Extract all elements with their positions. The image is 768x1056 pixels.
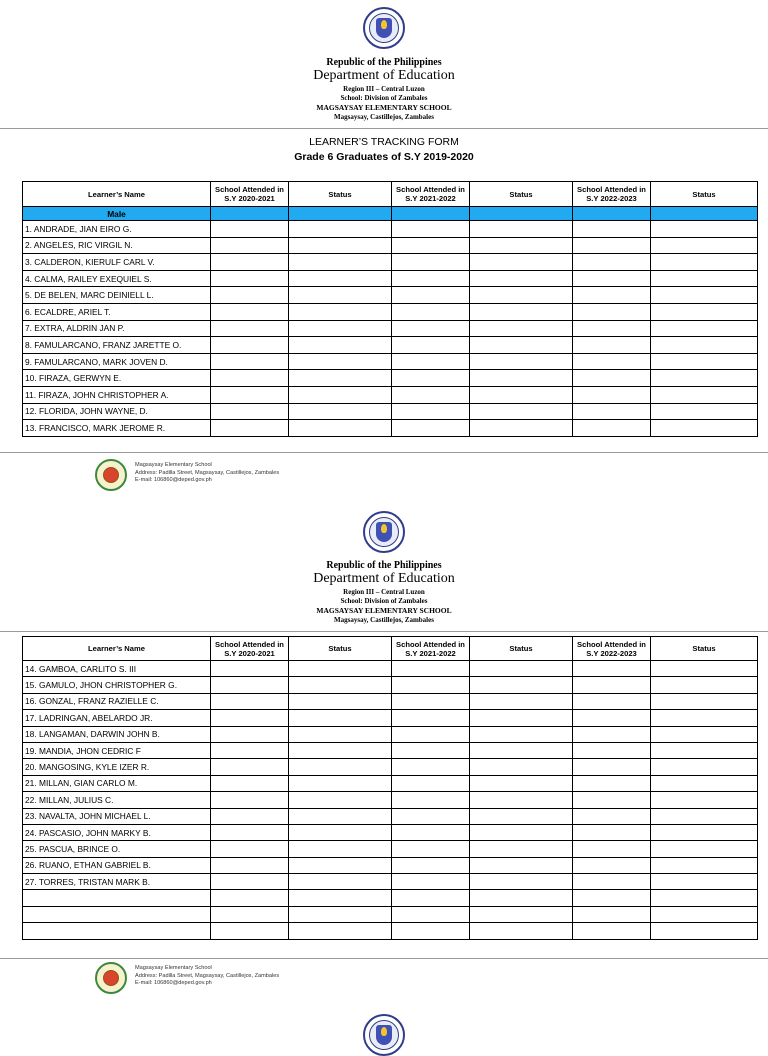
status-cell[interactable] (470, 353, 573, 370)
school-attended-cell[interactable] (573, 906, 651, 922)
status-cell[interactable] (651, 693, 758, 709)
status-cell[interactable] (470, 420, 573, 437)
header-school: MAGSAYSAY ELEMENTARY SCHOOL (316, 606, 452, 615)
status-cell[interactable] (651, 841, 758, 857)
school-attended-cell[interactable] (573, 303, 651, 320)
status-cell[interactable] (289, 254, 392, 271)
learner-name-cell: 20. MANGOSING, KYLE IZER R. (23, 759, 211, 775)
school-attended-cell[interactable] (211, 221, 289, 238)
table-row (23, 824, 758, 840)
status-cell[interactable] (651, 403, 758, 420)
status-cell[interactable] (470, 254, 573, 271)
school-attended-cell[interactable] (392, 890, 470, 906)
school-attended-cell[interactable] (573, 337, 651, 354)
status-cell[interactable] (651, 287, 758, 304)
table-row (23, 792, 758, 808)
tracking-table-page2 (22, 636, 758, 940)
status-cell[interactable] (289, 337, 392, 354)
school-attended-cell[interactable] (211, 403, 289, 420)
learner-name-cell: 3. CALDERON, KIERULF CARL V. (23, 254, 211, 271)
school-logo-icon (95, 459, 127, 491)
status-cell[interactable] (651, 661, 758, 677)
status-cell[interactable] (470, 403, 573, 420)
status-cell[interactable] (470, 726, 573, 742)
learner-name-cell (23, 906, 211, 922)
table-row (23, 857, 758, 873)
learner-name-cell: 6. ECALDRE, ARIEL T. (23, 303, 211, 320)
status-cell[interactable] (289, 775, 392, 791)
header-region: Region III – Central Luzon (343, 85, 425, 93)
school-attended-cell[interactable] (392, 270, 470, 287)
school-attended-cell[interactable] (392, 661, 470, 677)
table-row (23, 303, 758, 320)
header-divider (0, 128, 768, 129)
school-attended-cell[interactable] (392, 677, 470, 693)
learner-name-cell: 2. ANGELES, RIC VIRGIL N. (23, 237, 211, 254)
learner-name-cell: 4. CALMA, RAILEY EXEQUIEL S. (23, 270, 211, 287)
status-cell[interactable] (470, 303, 573, 320)
table-row (23, 710, 758, 726)
status-cell[interactable] (289, 386, 392, 403)
footer-address: Address: Padilla Street, Magsaysay, Castillejos, Zambales (135, 469, 280, 476)
school-attended-cell[interactable] (211, 370, 289, 387)
learner-name-cell: 21. MILLAN, GIAN CARLO M. (23, 775, 211, 791)
status-cell[interactable] (289, 874, 392, 890)
form-subtitle: Grade 6 Graduates of S.Y 2019-2020 (294, 151, 474, 163)
status-cell[interactable] (470, 874, 573, 890)
school-attended-cell[interactable] (573, 759, 651, 775)
school-attended-cell[interactable] (573, 726, 651, 742)
status-cell[interactable] (289, 890, 392, 906)
school-attended-cell[interactable] (392, 906, 470, 922)
status-cell[interactable] (289, 792, 392, 808)
school-attended-cell[interactable] (392, 742, 470, 758)
school-attended-cell[interactable] (573, 742, 651, 758)
status-cell[interactable] (651, 237, 758, 254)
status-cell[interactable] (470, 677, 573, 693)
school-attended-cell[interactable] (573, 824, 651, 840)
learner-name-cell: 23. NAVALTA, JOHN MICHAEL L. (23, 808, 211, 824)
table-row (23, 270, 758, 287)
status-cell[interactable] (651, 824, 758, 840)
table-row (23, 726, 758, 742)
table-row (23, 353, 758, 370)
status-cell[interactable] (289, 693, 392, 709)
table-row (23, 386, 758, 403)
status-cell[interactable] (289, 661, 392, 677)
col-header: School Attended in S.Y 2021-2022 (392, 637, 470, 661)
status-cell[interactable] (651, 303, 758, 320)
table-row (23, 759, 758, 775)
learner-name-cell: 19. MANDIA, JHON CEDRIC F (23, 742, 211, 758)
col-header: Status (651, 182, 758, 207)
school-attended-cell[interactable] (211, 677, 289, 693)
status-cell[interactable] (651, 808, 758, 824)
header-school: MAGSAYSAY ELEMENTARY SCHOOL (316, 103, 452, 112)
school-attended-cell[interactable] (573, 808, 651, 824)
school-attended-cell[interactable] (392, 370, 470, 387)
school-attended-cell[interactable] (211, 792, 289, 808)
header-department: Department of Education (313, 571, 455, 586)
school-attended-cell[interactable] (211, 742, 289, 758)
school-attended-cell[interactable] (573, 287, 651, 304)
school-attended-cell[interactable] (573, 320, 651, 337)
school-attended-cell[interactable] (573, 775, 651, 791)
table-header-row (23, 182, 758, 207)
school-attended-cell[interactable] (211, 337, 289, 354)
table-row (23, 906, 758, 922)
status-cell[interactable] (470, 857, 573, 873)
status-cell[interactable] (651, 857, 758, 873)
status-cell[interactable] (470, 775, 573, 791)
school-attended-cell[interactable] (211, 661, 289, 677)
school-attended-cell[interactable] (573, 403, 651, 420)
header-republic: Republic of the Philippines (326, 560, 442, 571)
table-row (23, 337, 758, 354)
status-cell[interactable] (289, 270, 392, 287)
status-cell[interactable] (651, 906, 758, 922)
school-attended-cell[interactable] (392, 808, 470, 824)
school-attended-cell[interactable] (211, 726, 289, 742)
section-row-male (23, 207, 758, 221)
school-attended-cell[interactable] (573, 693, 651, 709)
learner-name-cell: 13. FRANCISCO, MARK JEROME R. (23, 420, 211, 437)
col-header: Status (289, 182, 392, 207)
status-cell[interactable] (289, 923, 392, 939)
status-cell[interactable] (470, 661, 573, 677)
deped-seal-icon (363, 511, 405, 553)
learner-name-cell: 27. TORRES, TRISTAN MARK B. (23, 874, 211, 890)
school-attended-cell[interactable] (392, 726, 470, 742)
table-row (23, 661, 758, 677)
footer-school: Magsaysay Elementary School (135, 965, 212, 971)
status-cell[interactable] (289, 287, 392, 304)
school-attended-cell[interactable] (211, 303, 289, 320)
school-attended-cell[interactable] (392, 841, 470, 857)
school-attended-cell[interactable] (392, 254, 470, 271)
status-cell[interactable] (470, 841, 573, 857)
learner-name-cell: 10. FIRAZA, GERWYN E. (23, 370, 211, 387)
school-attended-cell[interactable] (573, 386, 651, 403)
school-attended-cell[interactable] (573, 710, 651, 726)
school-attended-cell[interactable] (573, 677, 651, 693)
school-attended-cell[interactable] (211, 874, 289, 890)
school-attended-cell[interactable] (392, 857, 470, 873)
status-cell[interactable] (289, 824, 392, 840)
school-attended-cell[interactable] (573, 890, 651, 906)
table-row (23, 874, 758, 890)
status-cell[interactable] (289, 303, 392, 320)
learner-name-cell: 15. GAMULO, JHON CHRISTOPHER G. (23, 677, 211, 693)
school-attended-cell[interactable] (392, 353, 470, 370)
status-cell[interactable] (289, 403, 392, 420)
school-attended-cell[interactable] (392, 337, 470, 354)
tracking-table-page1 (22, 181, 758, 437)
col-header: Status (651, 637, 758, 661)
table-row (23, 742, 758, 758)
school-attended-cell[interactable] (211, 287, 289, 304)
learner-name-cell: 12. FLORIDA, JOHN WAYNE, D. (23, 403, 211, 420)
school-attended-cell[interactable] (392, 923, 470, 939)
learner-name-cell (23, 923, 211, 939)
status-cell[interactable] (289, 759, 392, 775)
school-attended-cell[interactable] (392, 303, 470, 320)
table-row (23, 693, 758, 709)
school-attended-cell[interactable] (392, 221, 470, 238)
school-attended-cell[interactable] (573, 237, 651, 254)
learner-name-cell: 11. FIRAZA, JOHN CHRISTOPHER A. (23, 386, 211, 403)
header-address: Magsaysay, Castillejos, Zambales (334, 113, 434, 121)
learner-name-cell: 16. GONZAL, FRANZ RAZIELLE C. (23, 693, 211, 709)
learner-name-cell: 18. LANGAMAN, DARWIN JOHN B. (23, 726, 211, 742)
school-attended-cell[interactable] (573, 874, 651, 890)
school-attended-cell[interactable] (211, 808, 289, 824)
learner-name-cell: 22. MILLAN, JULIUS C. (23, 792, 211, 808)
deped-seal-icon (363, 7, 405, 49)
col-header: School Attended in S.Y 2021-2022 (392, 182, 470, 207)
school-attended-cell[interactable] (211, 841, 289, 857)
header-divider (0, 631, 768, 632)
school-attended-cell[interactable] (211, 386, 289, 403)
school-attended-cell[interactable] (392, 874, 470, 890)
status-cell[interactable] (289, 857, 392, 873)
status-cell[interactable] (289, 841, 392, 857)
status-cell[interactable] (470, 792, 573, 808)
school-attended-cell[interactable] (573, 420, 651, 437)
school-attended-cell[interactable] (211, 857, 289, 873)
table-header-row (23, 637, 758, 661)
table-row (23, 890, 758, 906)
status-cell[interactable] (289, 320, 392, 337)
school-attended-cell[interactable] (392, 693, 470, 709)
school-attended-cell[interactable] (211, 923, 289, 939)
learner-name-cell: 1. ANDRADE, JIAN EIRO G. (23, 221, 211, 238)
school-attended-cell[interactable] (211, 890, 289, 906)
table-row (23, 841, 758, 857)
learner-name-cell: 9. FAMULARCANO, MARK JOVEN D. (23, 353, 211, 370)
school-attended-cell[interactable] (573, 270, 651, 287)
status-cell[interactable] (289, 221, 392, 238)
school-attended-cell[interactable] (392, 237, 470, 254)
section-label: Male (23, 207, 211, 221)
table-row (23, 254, 758, 271)
status-cell[interactable] (289, 677, 392, 693)
table-row (23, 320, 758, 337)
table-row (23, 775, 758, 791)
status-cell[interactable] (470, 320, 573, 337)
table-row (23, 237, 758, 254)
status-cell[interactable] (289, 906, 392, 922)
footer-divider (0, 452, 768, 453)
status-cell[interactable] (470, 337, 573, 354)
school-attended-cell[interactable] (573, 841, 651, 857)
school-attended-cell[interactable] (392, 320, 470, 337)
school-attended-cell[interactable] (211, 759, 289, 775)
school-attended-cell[interactable] (392, 759, 470, 775)
status-cell[interactable] (289, 237, 392, 254)
school-attended-cell[interactable] (211, 353, 289, 370)
status-cell[interactable] (289, 353, 392, 370)
status-cell[interactable] (651, 759, 758, 775)
table-row (23, 370, 758, 387)
table-row (23, 221, 758, 238)
school-attended-cell[interactable] (392, 792, 470, 808)
status-cell[interactable] (289, 420, 392, 437)
table-row (23, 287, 758, 304)
header-address: Magsaysay, Castillejos, Zambales (334, 616, 434, 624)
school-attended-cell[interactable] (392, 403, 470, 420)
header-department: Department of Education (313, 68, 455, 83)
status-cell[interactable] (651, 923, 758, 939)
table-row (23, 403, 758, 420)
status-cell[interactable] (651, 270, 758, 287)
col-header: Learner’s Name (23, 182, 211, 207)
school-attended-cell[interactable] (211, 693, 289, 709)
col-header: Learner’s Name (23, 637, 211, 661)
status-cell[interactable] (651, 337, 758, 354)
school-attended-cell[interactable] (211, 254, 289, 271)
learner-name-cell: 26. RUANO, ETHAN GABRIEL B. (23, 857, 211, 873)
school-attended-cell[interactable] (573, 254, 651, 271)
status-cell[interactable] (651, 742, 758, 758)
school-attended-cell[interactable] (573, 857, 651, 873)
school-attended-cell[interactable] (392, 287, 470, 304)
col-header: Status (289, 637, 392, 661)
status-cell[interactable] (470, 270, 573, 287)
col-header: School Attended in S.Y 2020-2021 (211, 637, 289, 661)
learner-name-cell: 8. FAMULARCANO, FRANZ JARETTE O. (23, 337, 211, 354)
status-cell[interactable] (470, 287, 573, 304)
header-division: School: Division of Zambales (340, 597, 428, 605)
school-attended-cell[interactable] (211, 420, 289, 437)
status-cell[interactable] (651, 254, 758, 271)
table-row (23, 677, 758, 693)
status-cell[interactable] (651, 353, 758, 370)
status-cell[interactable] (651, 890, 758, 906)
school-attended-cell[interactable] (573, 792, 651, 808)
col-header: School Attended in S.Y 2020-2021 (211, 182, 289, 207)
status-cell[interactable] (470, 742, 573, 758)
table-row (23, 420, 758, 437)
header-region: Region III – Central Luzon (343, 588, 425, 596)
status-cell[interactable] (651, 775, 758, 791)
learner-name-cell: 5. DE BELEN, MARC DEINIELL L. (23, 287, 211, 304)
header-division: School: Division of Zambales (340, 94, 428, 102)
school-attended-cell[interactable] (392, 824, 470, 840)
status-cell[interactable] (470, 906, 573, 922)
learner-name-cell: 14. GAMBOA, CARLITO S. III (23, 661, 211, 677)
status-cell[interactable] (651, 221, 758, 238)
status-cell[interactable] (651, 726, 758, 742)
status-cell[interactable] (289, 710, 392, 726)
school-attended-cell[interactable] (211, 710, 289, 726)
footer-email: E-mail: 106860@deped.gov.ph (135, 980, 212, 986)
status-cell[interactable] (470, 824, 573, 840)
learner-name-cell: 24. PASCASIO, JOHN MARKY B. (23, 824, 211, 840)
school-attended-cell[interactable] (392, 710, 470, 726)
col-header: Status (470, 182, 573, 207)
status-cell[interactable] (470, 693, 573, 709)
school-attended-cell[interactable] (392, 775, 470, 791)
status-cell[interactable] (651, 320, 758, 337)
school-attended-cell[interactable] (211, 237, 289, 254)
status-cell[interactable] (470, 890, 573, 906)
learner-name-cell (23, 890, 211, 906)
school-logo-icon (95, 962, 127, 994)
deped-seal-icon (363, 1014, 405, 1056)
school-attended-cell[interactable] (392, 386, 470, 403)
school-attended-cell[interactable] (573, 221, 651, 238)
school-attended-cell[interactable] (211, 270, 289, 287)
status-cell[interactable] (651, 677, 758, 693)
school-attended-cell[interactable] (392, 420, 470, 437)
status-cell[interactable] (470, 923, 573, 939)
col-header: School Attended in S.Y 2022-2023 (573, 182, 651, 207)
status-cell[interactable] (470, 808, 573, 824)
status-cell[interactable] (651, 420, 758, 437)
table-row (23, 808, 758, 824)
footer-address: Address: Padilla Street, Magsaysay, Castillejos, Zambales (135, 972, 280, 979)
learner-name-cell: 17. LADRINGAN, ABELARDO JR. (23, 710, 211, 726)
table-row (23, 923, 758, 939)
footer-email: E-mail: 106860@deped.gov.ph (135, 477, 212, 483)
learner-name-cell: 7. EXTRA, ALDRIN JAN P. (23, 320, 211, 337)
status-cell[interactable] (651, 792, 758, 808)
status-cell[interactable] (651, 874, 758, 890)
status-cell[interactable] (289, 726, 392, 742)
status-cell[interactable] (470, 710, 573, 726)
learner-name-cell: 25. PASCUA, BRINCE O. (23, 841, 211, 857)
school-attended-cell[interactable] (573, 353, 651, 370)
school-attended-cell[interactable] (573, 370, 651, 387)
status-cell[interactable] (289, 742, 392, 758)
school-attended-cell[interactable] (573, 661, 651, 677)
school-attended-cell[interactable] (211, 320, 289, 337)
col-header: School Attended in S.Y 2022-2023 (573, 637, 651, 661)
footer-block (135, 965, 279, 988)
form-title: LEARNER’S TRACKING FORM (309, 136, 459, 148)
school-attended-cell[interactable] (211, 906, 289, 922)
col-header: Status (470, 637, 573, 661)
status-cell[interactable] (470, 759, 573, 775)
header-republic: Republic of the Philippines (326, 57, 442, 68)
footer-school: Magsaysay Elementary School (135, 462, 212, 468)
status-cell[interactable] (651, 370, 758, 387)
footer-divider (0, 958, 768, 959)
status-cell[interactable] (470, 386, 573, 403)
status-cell[interactable] (289, 370, 392, 387)
status-cell[interactable] (470, 221, 573, 238)
school-attended-cell[interactable] (211, 824, 289, 840)
status-cell[interactable] (651, 386, 758, 403)
status-cell[interactable] (470, 237, 573, 254)
school-attended-cell[interactable] (211, 775, 289, 791)
school-attended-cell[interactable] (573, 923, 651, 939)
status-cell[interactable] (470, 370, 573, 387)
footer-block (135, 462, 279, 485)
status-cell[interactable] (651, 710, 758, 726)
status-cell[interactable] (289, 808, 392, 824)
